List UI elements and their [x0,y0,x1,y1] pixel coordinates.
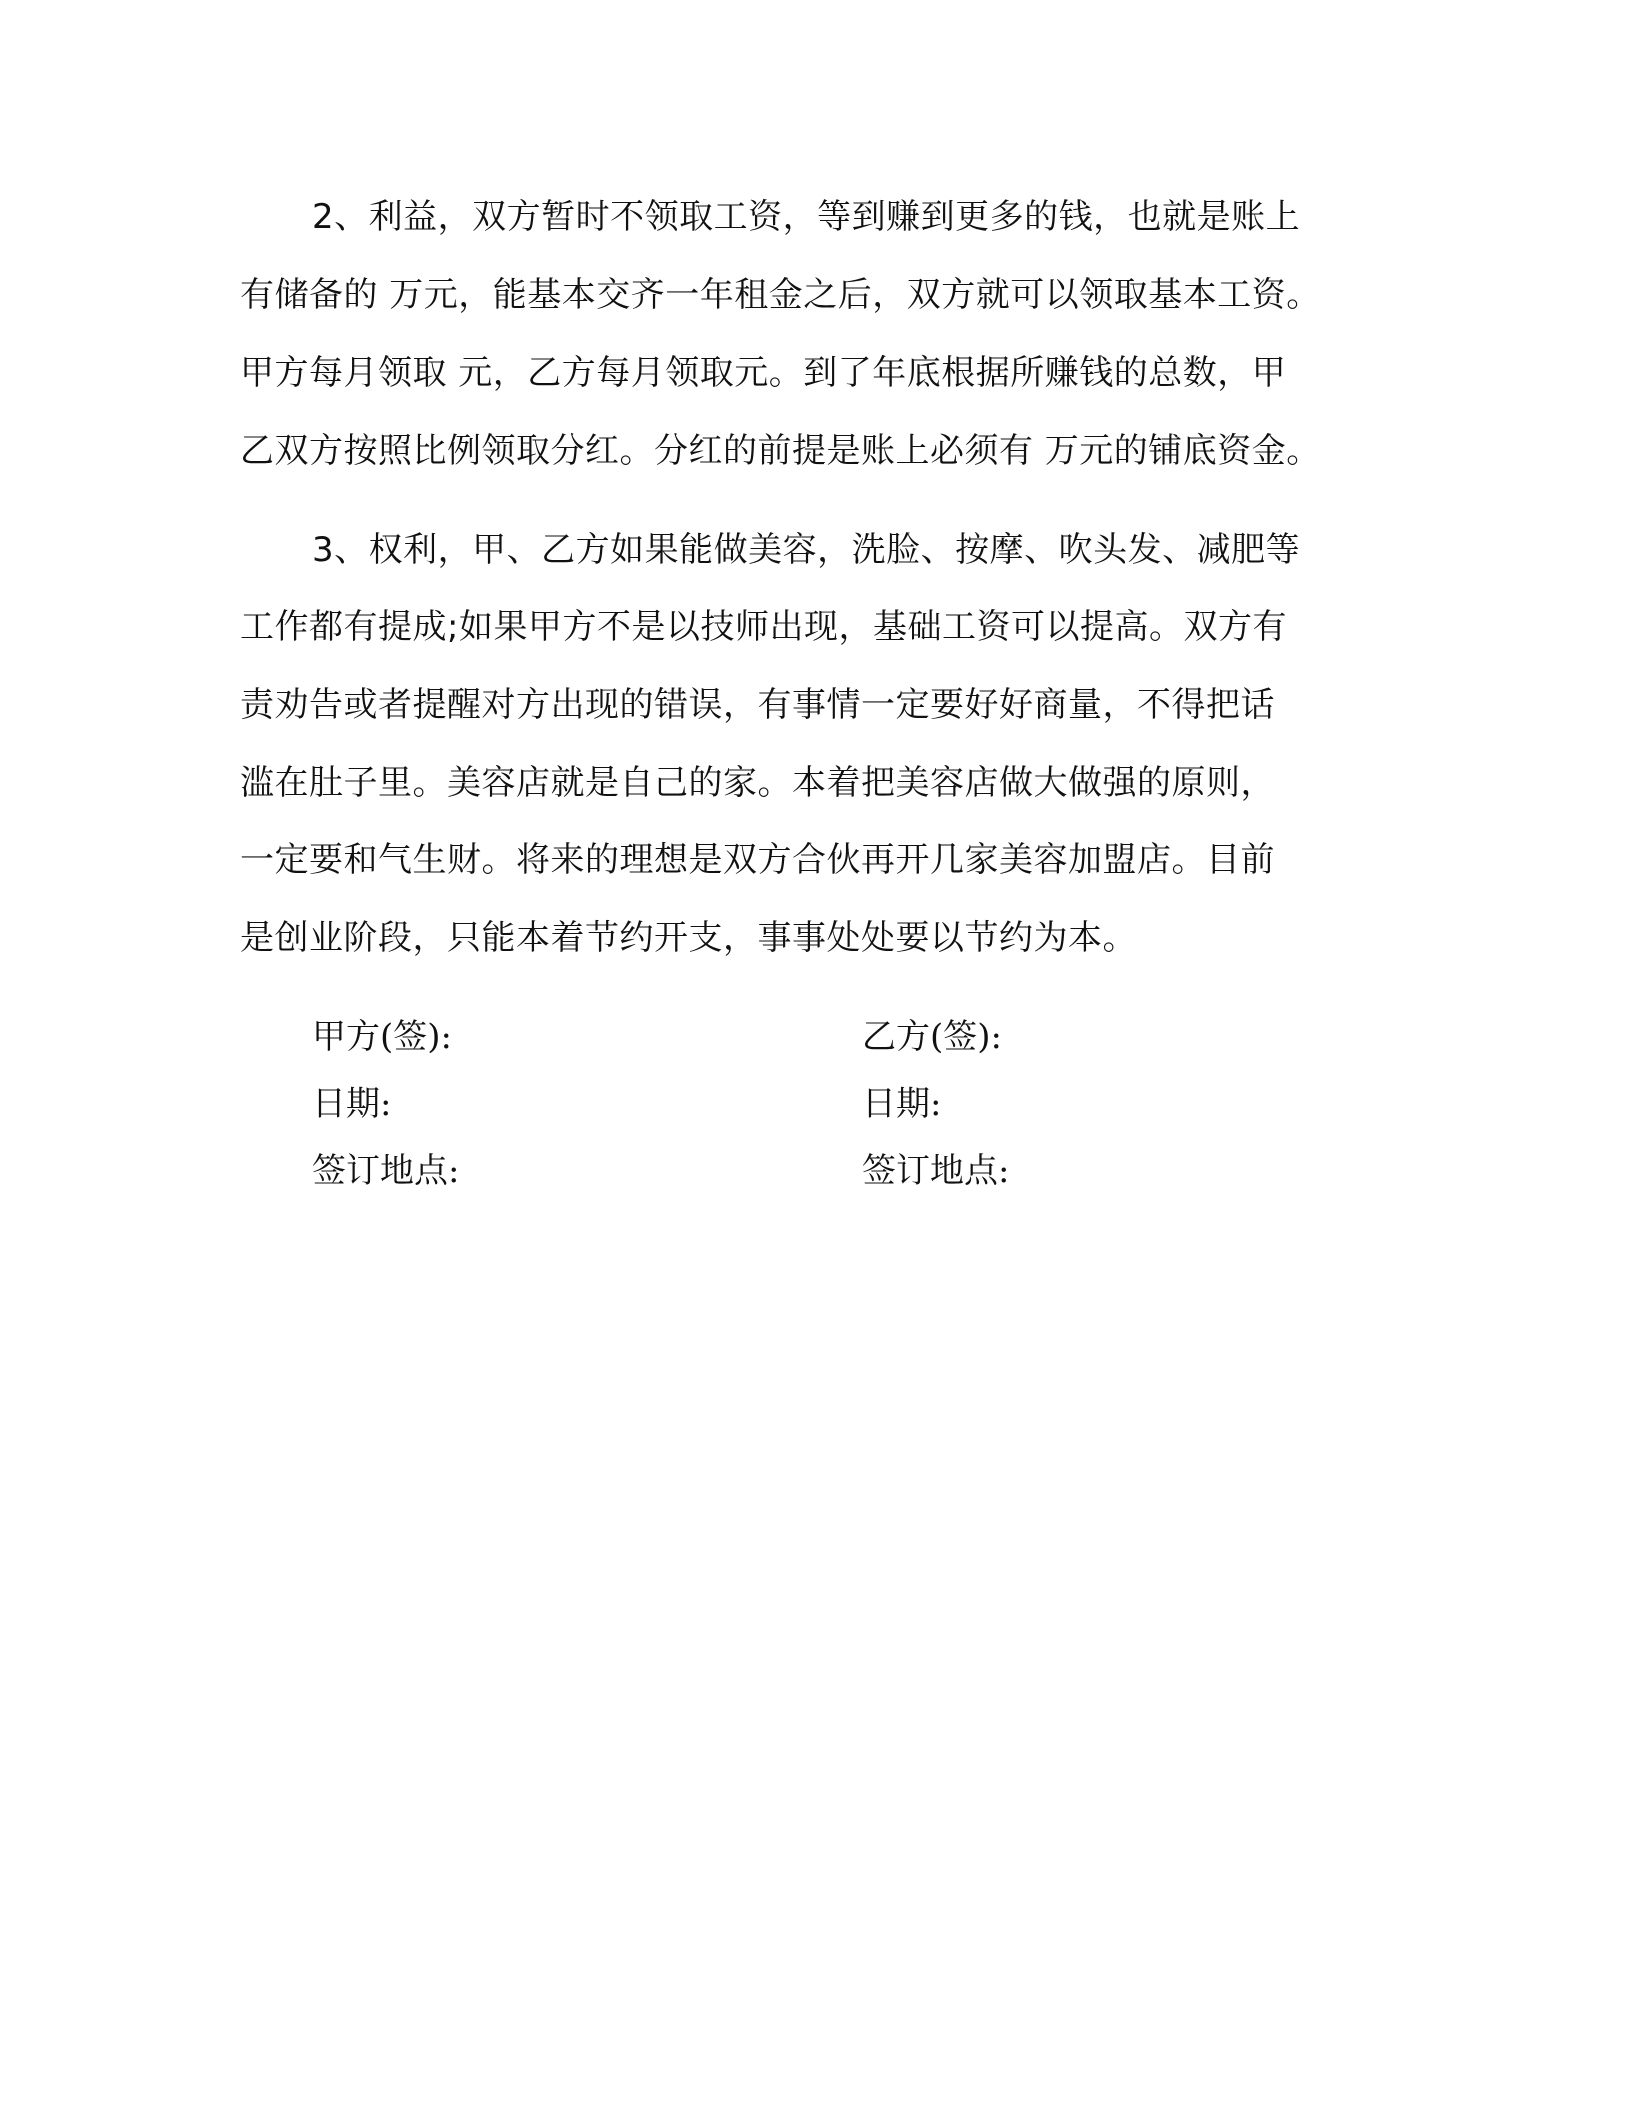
party-b-signature-label: 乙方(签): [862,1017,1002,1057]
section-2-line-2: 有储备的 万元，能基本交齐一年租金之后，双方就可以领取基本工资。 [240,275,1321,315]
party-a-place-label: 签订地点: [312,1151,460,1191]
party-b-place-label: 签订地点: [862,1151,1010,1191]
section-3-line-2: 工作都有提成;如果甲方不是以技师出现，基础工资可以提高。双方有 [240,607,1287,647]
section-3-line-5: 一定要和气生财。将来的理想是双方合伙再开几家美容加盟店。目前 [240,840,1275,880]
section-3-line-4: 滥在肚子里。美容店就是自己的家。本着把美容店做大做强的原则， [240,763,1275,803]
party-b-date-label: 日期: [862,1084,942,1124]
section-2-line-1: 2、利益，双方暂时不领取工资，等到赚到更多的钱，也就是账上 [312,197,1301,237]
party-a-date-label: 日期: [312,1084,392,1124]
section-3-line-1: 3、权利，甲、乙方如果能做美容，洗脸、按摩、吹头发、减肥等 [312,530,1301,570]
party-a-signature-label: 甲方(签): [312,1017,452,1057]
section-2-line-4: 乙双方按照比例领取分红。分红的前提是账上必须有 万元的铺底资金。 [240,431,1321,471]
section-2-line-3: 甲方每月领取 元，乙方每月领取元。到了年底根据所赚钱的总数，甲 [240,353,1287,393]
section-3-line-6: 是创业阶段，只能本着节约开支，事事处处要以节约为本。 [240,918,1137,958]
section-3-line-3: 责劝告或者提醒对方出现的错误，有事情一定要好好商量，不得把话 [240,685,1275,725]
